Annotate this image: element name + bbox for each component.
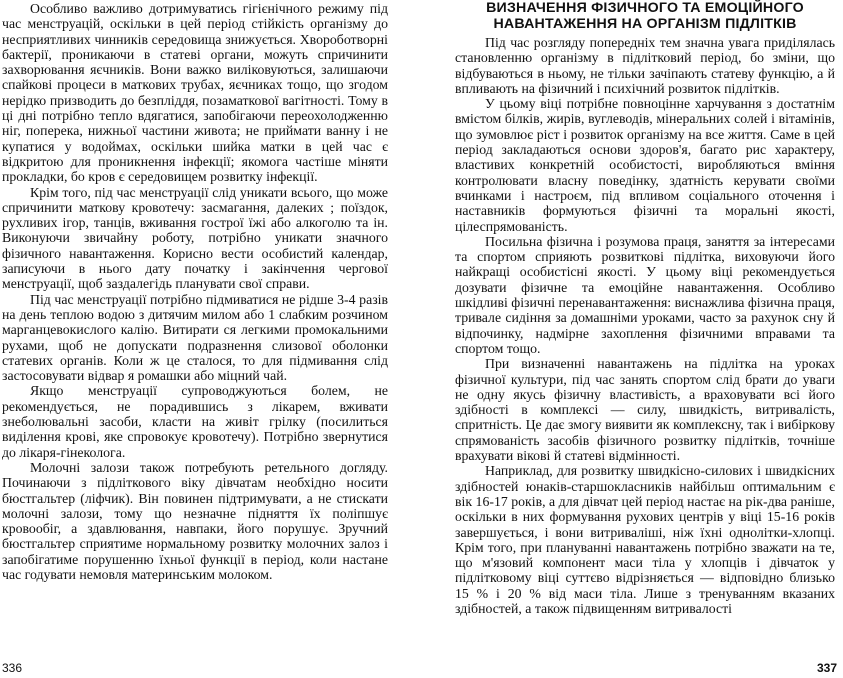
- right-page: [443, 0, 843, 678]
- right-paragraph-1: Під час розгляду попередніх тем значна увага приділялась становленню організму в підлітковий період, бо зміни, що відбуваються в ньому, не тільки зачіпають статеву функцію, а й впливають на фізичний і психічний розвиток підлітків.: [455, 35, 835, 96]
- right-paragraph-3: Посильна фізична і розумова праця, заняття за інтересами та спортом сприяють розвиткові підлітка, виховуючи його найкращі особистісні якості. У цьому віці рекомендується дозувати фізичне та емоційне навантаження. Особливо шкідливі фізичні перенавантаження: виснажлива фізична праця, тривале сидіння за домашніми уроками, часто за рахунок сну й відпочинку, надмірне захоплення фізичними вправами та спортом тощо.: [455, 233, 835, 356]
- right-paragraph-4: При визначенні навантажень на підлітка на уроках фізичної культури, під час занять спортом слід брати до уваги не одну якусь фізичну властивість, а враховувати всі його здібності в комплексі — силу, швидкість, витривалість, спритність. Це дає змогу виявити як комплексну, так і вибіркову спрямованість засобів фізичного розвитку підлітків, точніше врахувати вікові й статеві відмінності.: [455, 356, 835, 464]
- left-paragraph-4: Якщо менструації супроводжуються болем, не рекомендується, не порадившись з лікарем, вживати знеболювальні засоби, класти на живіт грілку (посилиться виділення крові, яке спровокує кровотечу). Потрібно звернутися до лікаря-гінеколога.: [2, 383, 388, 460]
- left-page: [0, 0, 414, 678]
- left-page-number: 336: [2, 660, 23, 675]
- left-paragraph-2: Крім того, під час менструації слід уникати всього, що може спричинити маткову кровотечу: засмагання, далеких ; поїздок, рухливих ігор, танців, вживання гострої їжі або алкоголю та ін. Виконуючи звичайну роботу, потрібно уникати значного фізичного навантаження. Корисно вести особистий календар, записуючи в нього дату початку і закінчення чергової менструації, щоб заздалегідь планувати свої справи.: [2, 184, 388, 292]
- left-paragraph-5: Молочні залози також потребують ретельного догляду. Починаючи з підліткового віку дівчатам необхідно носити бюстгальтер (ліфчик). Він повинен підтримувати, а не стискати молочні залози, тому що незначне підняття їх поліпшує кровообіг, а здавлювання, навпаки, його порушує. Зручний бюстгальтер сприятиме нормальному розвитку молочних залоз і запобігатиме порушенню їхньої функції в період, коли настане час годувати немовля материнським молоком.: [2, 459, 388, 582]
- right-paragraph-5: Наприклад, для розвитку швидкісно-силових і швидкісних здібностей юнаків-старшокласників найбільш оптимальним є вік 16-17 років, а для дівчат цей період настає на рік-два раніше, оскільки в них формування рухових центрів у віці 15-16 років завершується, і вони витриваліші, ніж їхні однолітки-хлопці. Крім того, при плануванні навантажень потрібно зважати на те, що м'язовий компонент маси тіла у хлопців і дівчаток у підлітковому віці суттєво відрізняється — відповідно близько 15 % і 20 % від маси тіла. Лише з тренуванням вказаних здібностей, а також підвищенням витривалості: [455, 463, 835, 616]
- left-paragraph-1: Особливо важливо дотримуватись гігієнічного режиму під час менструацій, оскільки в цей період стійкість організму до несприятливих чинників середовища знижується. Хвороботворні бактерії, проникаючи в статеві органи, можуть спричинити захворювання яєчників. Вони важко виліковуються, залишаючи спайкові процеси в маткових трубах, яєчниках тощо, що згодом нерідко призводить до безпліддя, позаматкової вагітності. Тому в ці дні потрібно тепло вдягатися, запобігаючи переохолодженню ніг, поперека, нижньої частини живота; не приймати ванну і не купатися у водоймах, оскільки шийка матки в цей час є відкритою для проникнення інфекції; якомога частіше міняти прокладки, бо кров є середовищем розвитку інфекції.: [2, 1, 388, 185]
- right-page-number: 337: [816, 660, 837, 675]
- section-heading: ВИЗНАЧЕННЯ ФІЗИЧНОГО ТА ЕМОЦІЙНОГО НАВАНТАЖЕННЯ НА ОРГАНІЗМ ПІДЛІТКІВ: [486, 0, 804, 32]
- left-paragraph-3: Під час менструації потрібно підмиватися не рідше 3-4 разів на день теплою водою з дитячим милом або 1 слабким розчином марганцевокислого калію. Витирати ся легкими промокальними рухами, щоб не допускати подразнення слизової оболонки статевих органів. Коли ж це сталося, то для підмивання слід застосовувати відвар я ромашки або міцний чай.: [2, 291, 388, 384]
- right-paragraph-2: У цьому віці потрібне повноцінне харчування з достатнім вмістом білків, жирів, вуглеводів, мінеральних солей і вітамінів, що зумовлює ріст і розвиток організму на все життя. Саме в цей період закладаються основи здоров'я, багато рис характеру, властивих конкретній особистості, виробляються вміння контролювати власну поведінку, здатність керувати своїми вчинками і настроєм, під впливом соціального оточення і наставників формуються фізичні та моральні якості, цілеспрямованість.: [455, 96, 835, 234]
